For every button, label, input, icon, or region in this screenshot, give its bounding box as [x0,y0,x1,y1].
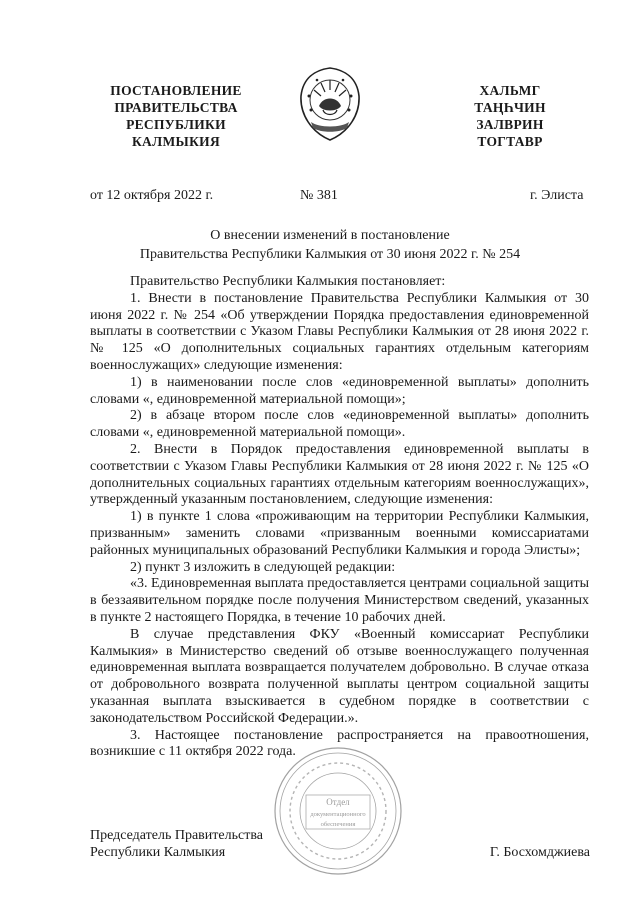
signatory-name: Г. Босхомджиева [489,845,590,860]
title-line: О внесении изменений в постановление [210,228,450,243]
paragraph: 1) в пункте 1 слова «проживающим на территории Республики Калмыкия, призванным» заменить словами «призванным военными комиссариатами районных муниципальных образований Республики Калмыкия и города Элисты»; [90,509,589,558]
document-city: г. Элиста [530,188,584,203]
header-line: ТАҢҺЧИН [474,100,546,115]
signature-block [90,827,590,861]
paragraph: В случае представления ФКУ «Военный комиссариат Республики Калмыкия» в Министерство сведений об отзыве военнослужащего полученная единовременная выплата возвращается получателем добровольно. В случае отказа от добровольного возврата полученной выплаты центром социальной защиты указанная выплата взыскивается в судебном порядке в соответствии с законодательством Российской Федерации.». [90,626,589,726]
document-title [60,226,600,264]
paragraph: 1) в наименовании после слов «единовременной выплаты» дополнить словами «, единовременной материальной помощи»; [90,374,589,407]
document-date: от 12 октября 2022 г. [90,188,214,203]
header-line: ПРАВИТЕЛЬСТВА [114,100,238,115]
title-line: Правительства Республики Калмыкия от 30 июня 2022 г. № 254 [139,247,521,262]
paragraph: 2. Внести в Порядок предоставления единовременной выплаты в соответствии с Указом Главы Республики Калмыкия от 28 июня 2022 г. № 125 «О дополнительных социальных гарантиях отдельным категориям военнослужащих», утвержденный указанным постановлением, следующие изменения: [90,441,589,508]
paragraph: 3. Настоящее постановление распространяется на правоотношения, возникшие с 11 октября 2022 года. [90,727,589,760]
signatory-title-line: Председатель Правительства [90,828,263,843]
coat-of-arms-icon [297,66,363,142]
header-kalmyk [455,82,565,150]
header-line: КАЛМЫКИЯ [131,134,221,149]
paragraph: «3. Единовременная выплата предоставляется центрами социальной защиты в беззаявительном порядке после получения Министерством сведений, указанных в пункте 2 настоящего Порядка, в течение 10 рабочих дней. [90,576,589,625]
document-number: № 381 [300,188,338,203]
signatory-title-line: Республики Калмыкия [90,845,226,860]
header-line: ХАЛЬМГ [479,83,541,98]
stamp-text: обеспечения [320,821,356,828]
paragraph: 2) в абзаце втором после слов «единовременной выплаты» дополнить словами «, единовременной материальной помощи». [90,408,589,441]
header-line: ЗАЛВРИН [476,117,544,132]
header-russian [88,82,264,150]
document-body [90,274,589,761]
stamp-text: Отдел [326,797,350,807]
header-line: РЕСПУБЛИКИ [126,117,226,132]
header-line: ТОГТАВР [477,134,543,149]
paragraph: 1. Внести в постановление Правительства Республики Калмыкия от 30 июня 2022 г. № 254 «Об утверждении Порядка предоставления единовременной выплаты в соответствии с Указом Главы Республики Калмыкия от 28 июня 2022 г. № 125 «О дополнительных социальных гарантиях отдельным категориям военнослужащих» следующие изменения: [90,290,589,373]
paragraph: 2) пункт 3 изложить в следующей редакции: [130,559,396,575]
stamp-text: документационного [310,811,366,818]
paragraph: Правительство Республики Калмыкия постановляет: [130,274,446,289]
header-line: ПОСТАНОВЛЕНИЕ [110,83,242,98]
